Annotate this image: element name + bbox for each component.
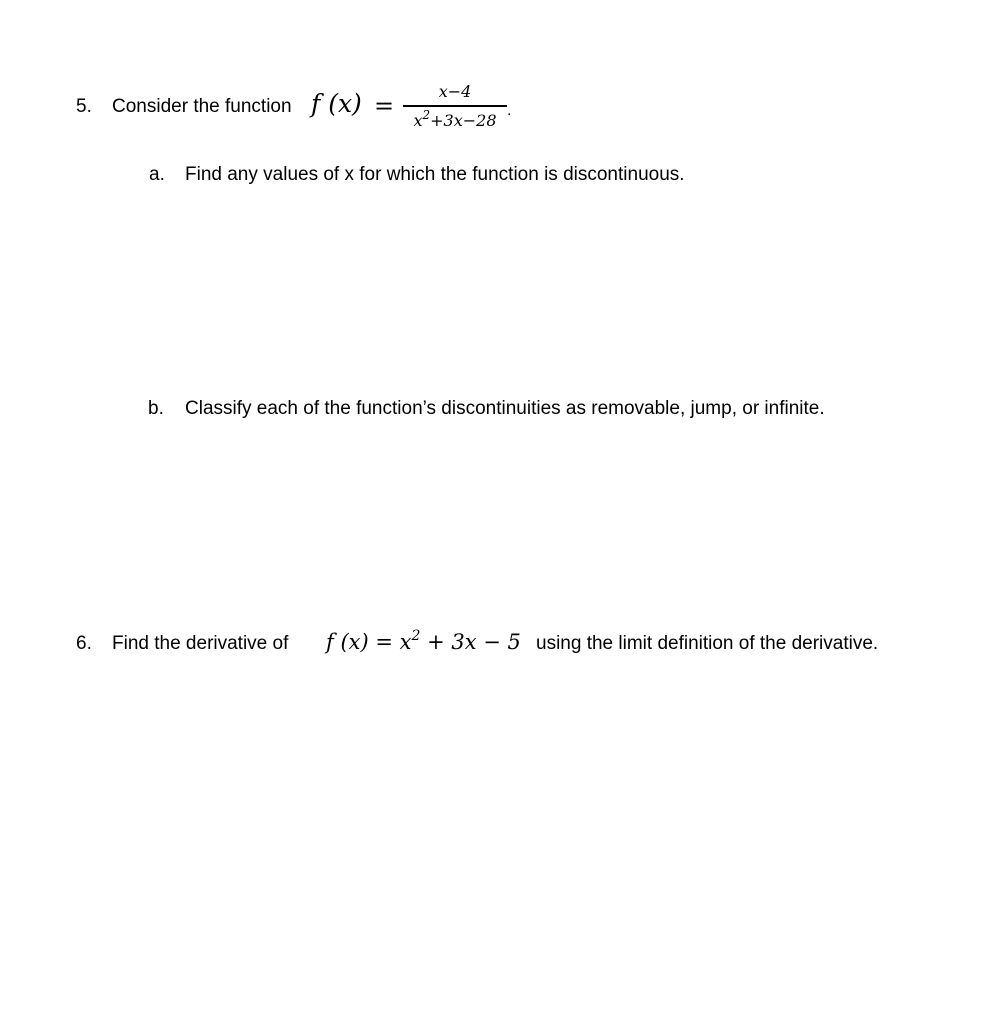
question-5-equals: = [374,92,395,120]
question-6-expression [326,630,521,654]
denominator-rest: +3x−28 [430,111,497,130]
question-5a-text: Find any values of x for which the function is discontinuous. [185,164,685,185]
question-5-text: Consider the function [112,96,292,117]
question-6-expression-rest: + 3x − 5 [420,630,521,654]
denominator-exponent: 2 [422,108,431,122]
question-6-exponent: 2 [411,628,421,644]
question-6-number: 6. [76,633,92,654]
question-6-function-label: f (x) = x [326,630,412,654]
question-5b-label: b. [148,398,164,419]
question-6-text-after: using the limit definition of the derivative. [536,633,879,654]
fraction-numerator: x−4 [438,82,472,101]
denominator-base: x [413,111,423,130]
question-5a-label: a. [149,164,165,185]
question-5-period: . [507,102,512,119]
question-5-function-label: f (x) [311,89,362,118]
question-5-number: 5. [76,96,92,117]
question-5b-text: Classify each of the function’s discontinuities as removable, jump, or infinite. [185,398,825,419]
question-6-text-before: Find the derivative of [112,633,289,654]
